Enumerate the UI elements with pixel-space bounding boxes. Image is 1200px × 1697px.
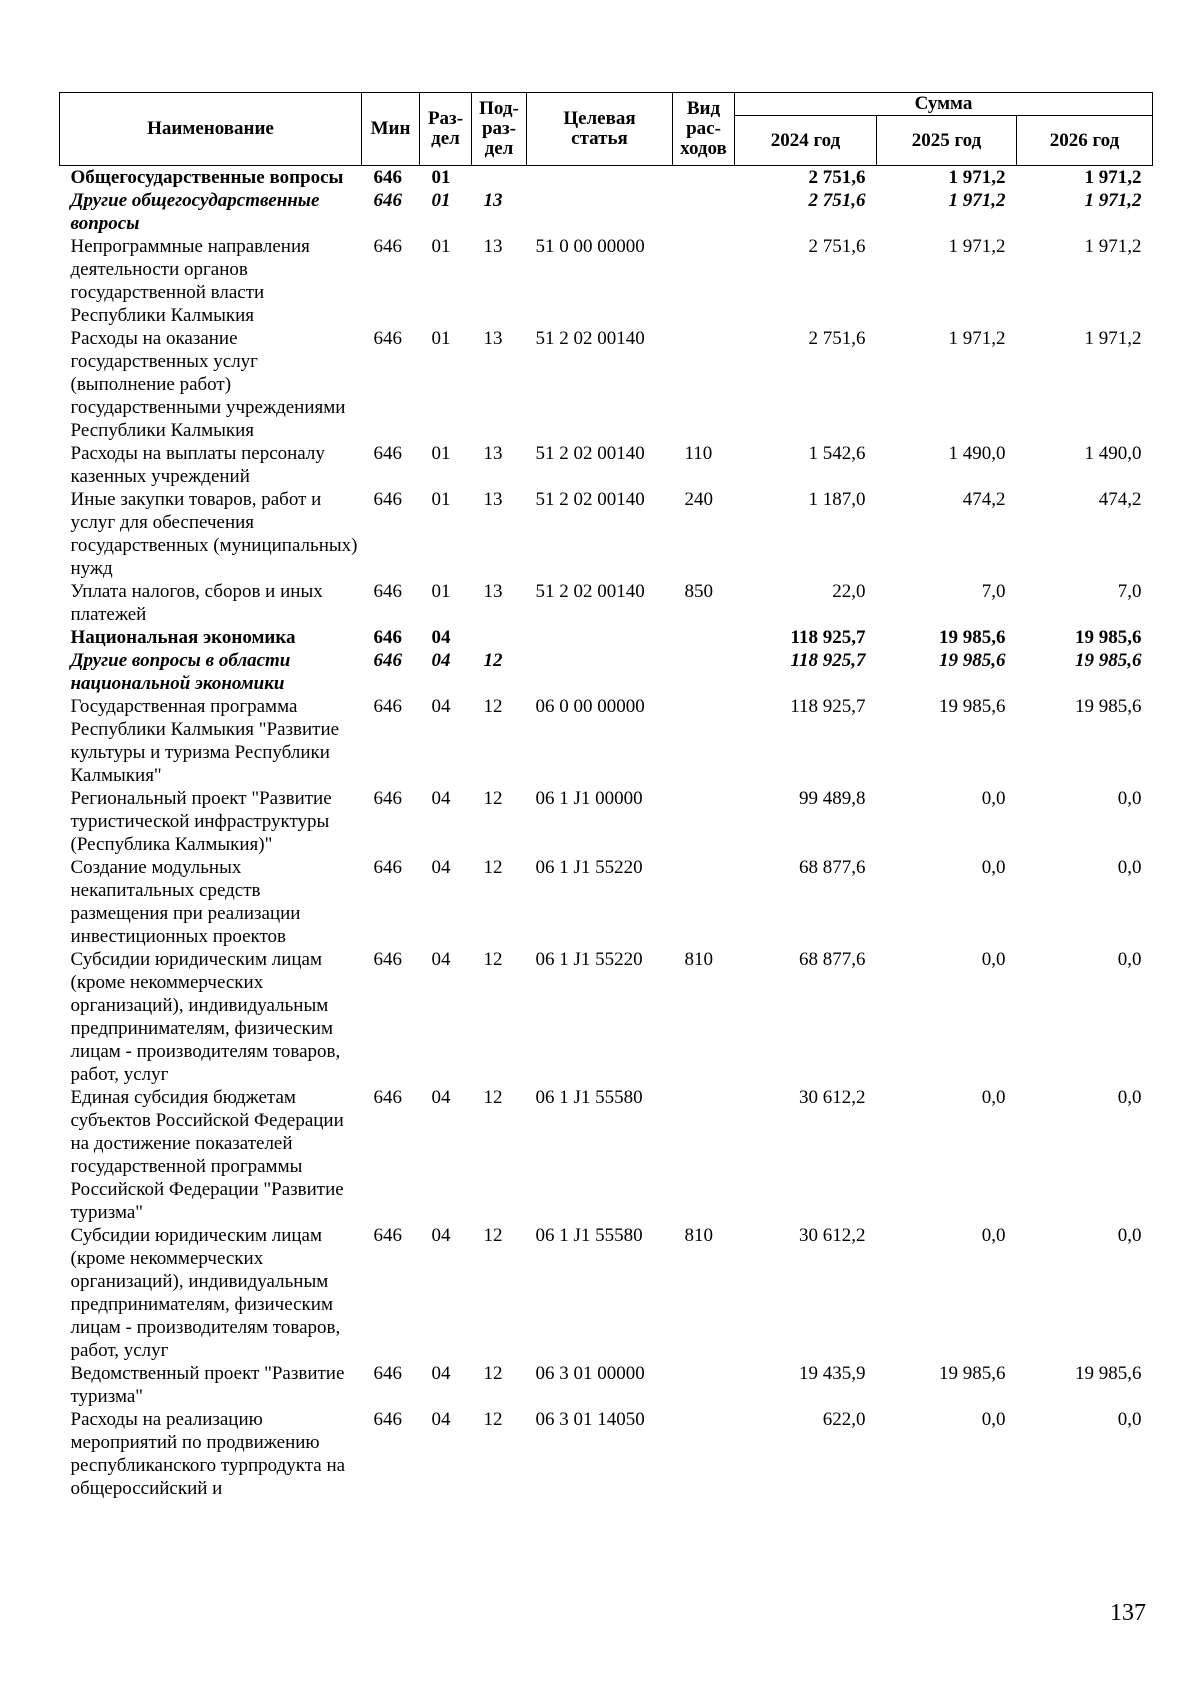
row-razdel: 01 xyxy=(431,328,451,349)
row-name: Непрограммные направления деятельности органов государственной власти Республики Калмыкия xyxy=(70,236,310,326)
row-razdel: 01 xyxy=(431,489,451,510)
row-sum-2026: 1 971,2 xyxy=(1084,328,1142,349)
row-name: Расходы на оказание государственных услуг (выполнение работ) государственными учреждениями Республики Калмыкия xyxy=(70,328,346,441)
row-razdel: 04 xyxy=(431,1225,451,1246)
row-sum-2025: 0,0 xyxy=(981,788,1006,809)
row-sum-2026: 1 971,2 xyxy=(1084,190,1142,211)
row-podrazdel: 12 xyxy=(483,1225,503,1246)
row-sum-2025: 0,0 xyxy=(981,1087,1006,1108)
row-sum-2025: 19 985,6 xyxy=(939,650,1006,671)
table-row xyxy=(60,580,1153,626)
table-row xyxy=(60,189,1153,235)
row-name: Иные закупки товаров, работ и услуг для обеспечения государственных (муниципальных) нужд xyxy=(70,489,358,579)
row-vid: 810 xyxy=(684,1225,713,1246)
row-name: Субсидии юридическим лицам (кроме некоммерческих организаций), индивидуальным предпринимателям, физическим лицам - производителям товаров, работ, услуг xyxy=(70,949,341,1085)
row-sum-2024: 622,0 xyxy=(822,1409,866,1430)
row-name: Единая субсидия бюджетам субъектов Российской Федерации на достижение показателей государственной программы Российской Федерации "Развитие туризма" xyxy=(70,1087,344,1223)
row-sum-2026: 474,2 xyxy=(1098,489,1142,510)
row-podrazdel: 12 xyxy=(483,1087,503,1108)
row-sum-2024: 118 925,7 xyxy=(790,627,866,648)
row-vid xyxy=(673,1086,735,1224)
row-sum-2024: 19 435,9 xyxy=(799,1363,866,1384)
row-vid xyxy=(673,1408,735,1500)
row-celevaya: 51 2 02 00140 xyxy=(535,443,645,464)
row-min: 646 xyxy=(373,167,402,188)
row-vid xyxy=(673,1362,735,1408)
row-sum-2026: 0,0 xyxy=(1117,1225,1142,1246)
row-razdel: 04 xyxy=(431,788,451,809)
row-name: Расходы на реализацию мероприятий по продвижению республиканского турпродукта на общероссийский и xyxy=(70,1409,346,1499)
row-min: 646 xyxy=(373,650,402,671)
row-celevaya: 51 2 02 00140 xyxy=(535,328,645,349)
row-sum-2026: 0,0 xyxy=(1117,1087,1142,1108)
row-min: 646 xyxy=(373,949,402,970)
row-vid xyxy=(673,856,735,948)
row-celevaya: 06 1 J1 55220 xyxy=(535,949,643,970)
row-sum-2024: 2 751,6 xyxy=(808,328,866,349)
row-sum-2024: 1 187,0 xyxy=(808,489,866,510)
row-sum-2024: 2 751,6 xyxy=(808,236,866,257)
row-celevaya: 51 2 02 00140 xyxy=(535,489,645,510)
row-sum-2025: 1 490,0 xyxy=(948,443,1006,464)
table-row xyxy=(60,327,1153,442)
document-page xyxy=(59,92,1152,1500)
row-podrazdel xyxy=(472,166,527,190)
table-row xyxy=(60,488,1153,580)
row-razdel: 04 xyxy=(431,857,451,878)
row-min: 646 xyxy=(373,190,402,211)
row-sum-2024: 68 877,6 xyxy=(799,857,866,878)
header-razdel: Раз- дел xyxy=(420,93,472,166)
row-celevaya: 06 0 00 00000 xyxy=(535,696,645,717)
row-podrazdel: 12 xyxy=(483,650,503,671)
row-sum-2026: 0,0 xyxy=(1117,857,1142,878)
row-sum-2025: 19 985,6 xyxy=(939,1363,1006,1384)
row-celevaya: 51 2 02 00140 xyxy=(535,581,645,602)
row-min: 646 xyxy=(373,788,402,809)
row-sum-2025: 474,2 xyxy=(962,489,1006,510)
row-sum-2024: 22,0 xyxy=(832,581,866,602)
row-sum-2024: 118 925,7 xyxy=(790,696,866,717)
row-sum-2026: 1 971,2 xyxy=(1084,236,1142,257)
row-vid xyxy=(673,695,735,787)
row-min: 646 xyxy=(373,1087,402,1108)
row-sum-2025: 0,0 xyxy=(981,949,1006,970)
row-razdel: 04 xyxy=(431,949,451,970)
row-celevaya: 06 1 J1 55580 xyxy=(535,1087,643,1108)
row-sum-2026: 0,0 xyxy=(1117,788,1142,809)
row-podrazdel: 13 xyxy=(483,489,503,510)
row-celevaya: 06 1 J1 55220 xyxy=(535,857,643,878)
row-razdel: 01 xyxy=(431,236,451,257)
row-name: Общегосударственные вопросы xyxy=(70,167,344,188)
row-podrazdel: 12 xyxy=(483,696,503,717)
row-vid: 810 xyxy=(684,949,713,970)
row-sum-2026: 19 985,6 xyxy=(1075,627,1142,648)
row-podrazdel: 13 xyxy=(483,328,503,349)
row-celevaya: 51 0 00 00000 xyxy=(535,236,645,257)
row-razdel: 04 xyxy=(431,696,451,717)
row-celevaya xyxy=(527,649,673,695)
row-name: Другие вопросы в области национальной экономики xyxy=(70,650,291,694)
row-celevaya xyxy=(527,166,673,190)
row-sum-2026: 19 985,6 xyxy=(1075,696,1142,717)
header-name: Наименование xyxy=(60,93,362,166)
row-sum-2025: 19 985,6 xyxy=(939,627,1006,648)
row-sum-2024: 2 751,6 xyxy=(808,167,866,188)
table-row xyxy=(60,695,1153,787)
row-min: 646 xyxy=(373,696,402,717)
row-celevaya: 06 3 01 00000 xyxy=(535,1363,645,1384)
row-sum-2025: 19 985,6 xyxy=(939,696,1006,717)
row-vid xyxy=(673,189,735,235)
row-name: Региональный проект "Развитие туристической инфраструктуры (Республика Калмыкия)" xyxy=(70,788,332,855)
row-podrazdel: 13 xyxy=(483,236,503,257)
row-sum-2024: 30 612,2 xyxy=(799,1225,866,1246)
row-sum-2024: 68 877,6 xyxy=(799,949,866,970)
header-year-2024: 2024 год xyxy=(735,116,877,166)
row-min: 646 xyxy=(373,1225,402,1246)
row-vid xyxy=(673,235,735,327)
table-row xyxy=(60,1086,1153,1224)
row-sum-2024: 99 489,8 xyxy=(799,788,866,809)
row-razdel: 01 xyxy=(431,167,451,188)
row-razdel: 04 xyxy=(431,1087,451,1108)
row-vid xyxy=(673,327,735,442)
row-vid: 850 xyxy=(684,581,713,602)
table-header xyxy=(60,93,1153,166)
table-row xyxy=(60,1408,1153,1500)
row-min: 646 xyxy=(373,627,402,648)
row-podrazdel: 12 xyxy=(483,1363,503,1384)
row-podrazdel: 12 xyxy=(483,788,503,809)
table-row xyxy=(60,442,1153,488)
row-min: 646 xyxy=(373,328,402,349)
row-sum-2026: 7,0 xyxy=(1117,581,1142,602)
row-vid xyxy=(673,649,735,695)
table-row xyxy=(60,1224,1153,1362)
row-sum-2024: 2 751,6 xyxy=(808,190,866,211)
header-min: Мин xyxy=(362,93,420,166)
row-vid: 110 xyxy=(684,443,713,464)
row-razdel: 04 xyxy=(431,650,451,671)
row-sum-2026: 0,0 xyxy=(1117,949,1142,970)
row-name: Уплата налогов, сборов и иных платежей xyxy=(70,581,323,625)
row-name: Государственная программа Республики Калмыкия "Развитие культуры и туризма Республики Калмыкия" xyxy=(70,696,340,786)
row-sum-2026: 1 490,0 xyxy=(1084,443,1142,464)
row-celevaya xyxy=(527,626,673,649)
row-razdel: 04 xyxy=(431,627,451,648)
row-vid: 240 xyxy=(684,489,713,510)
row-sum-2024: 1 542,6 xyxy=(808,443,866,464)
row-razdel: 04 xyxy=(431,1409,451,1430)
row-sum-2024: 30 612,2 xyxy=(799,1087,866,1108)
table-row xyxy=(60,856,1153,948)
row-name: Национальная экономика xyxy=(70,627,296,648)
row-podrazdel: 13 xyxy=(483,443,503,464)
table-body xyxy=(60,166,1153,1501)
row-celevaya: 06 1 J1 00000 xyxy=(535,788,643,809)
row-podrazdel: 12 xyxy=(483,1409,503,1430)
row-podrazdel: 12 xyxy=(483,857,503,878)
row-sum-2025: 0,0 xyxy=(981,1225,1006,1246)
row-sum-2025: 1 971,2 xyxy=(948,328,1006,349)
row-sum-2025: 0,0 xyxy=(981,1409,1006,1430)
row-min: 646 xyxy=(373,236,402,257)
row-celevaya: 06 1 J1 55580 xyxy=(535,1225,643,1246)
table-row xyxy=(60,948,1153,1086)
row-sum-2025: 1 971,2 xyxy=(948,236,1006,257)
budget-table xyxy=(59,92,1153,1500)
header-summa: Сумма xyxy=(735,93,1153,116)
header-year-2026: 2026 год xyxy=(1017,116,1153,166)
row-razdel: 01 xyxy=(431,581,451,602)
row-razdel: 01 xyxy=(431,443,451,464)
row-sum-2026: 1 971,2 xyxy=(1084,167,1142,188)
row-podrazdel: 13 xyxy=(483,190,503,211)
row-min: 646 xyxy=(373,443,402,464)
row-min: 646 xyxy=(373,581,402,602)
table-row xyxy=(60,626,1153,649)
row-min: 646 xyxy=(373,1409,402,1430)
row-name: Ведомственный проект "Развитие туризма" xyxy=(70,1363,345,1407)
row-razdel: 01 xyxy=(431,190,451,211)
row-podrazdel xyxy=(472,626,527,649)
row-podrazdel: 13 xyxy=(483,581,503,602)
header-vid: Вид рас- ходов xyxy=(673,93,735,166)
header-podrazdel: Под- раз- дел xyxy=(472,93,527,166)
row-sum-2025: 0,0 xyxy=(981,857,1006,878)
row-sum-2025: 1 971,2 xyxy=(948,190,1006,211)
row-sum-2026: 19 985,6 xyxy=(1075,650,1142,671)
table-row xyxy=(60,649,1153,695)
row-sum-2025: 1 971,2 xyxy=(948,167,1006,188)
table-row xyxy=(60,1362,1153,1408)
page-number: 137 xyxy=(1110,1600,1146,1626)
row-podrazdel: 12 xyxy=(483,949,503,970)
row-razdel: 04 xyxy=(431,1363,451,1384)
row-sum-2026: 19 985,6 xyxy=(1075,1363,1142,1384)
row-celevaya: 06 3 01 14050 xyxy=(535,1409,645,1430)
row-min: 646 xyxy=(373,489,402,510)
row-sum-2026: 0,0 xyxy=(1117,1409,1142,1430)
row-sum-2025: 7,0 xyxy=(981,581,1006,602)
table-row xyxy=(60,166,1153,190)
row-vid xyxy=(673,166,735,190)
header-year-2025: 2025 год xyxy=(877,116,1017,166)
row-vid xyxy=(673,626,735,649)
table-row xyxy=(60,235,1153,327)
header-celevaya: Целевая статья xyxy=(527,93,673,166)
row-name: Субсидии юридическим лицам (кроме некоммерческих организаций), индивидуальным предпринимателям, физическим лицам - производителям товаров, работ, услуг xyxy=(70,1225,341,1361)
row-min: 646 xyxy=(373,857,402,878)
row-name: Другие общегосударственные вопросы xyxy=(70,190,320,234)
row-sum-2024: 118 925,7 xyxy=(790,650,866,671)
row-min: 646 xyxy=(373,1363,402,1384)
row-name: Расходы на выплаты персоналу казенных учреждений xyxy=(70,443,325,487)
row-name: Создание модульных некапитальных средств размещения при реализации инвестиционных проектов xyxy=(70,857,301,947)
row-vid xyxy=(673,787,735,856)
row-celevaya xyxy=(527,189,673,235)
table-row xyxy=(60,787,1153,856)
